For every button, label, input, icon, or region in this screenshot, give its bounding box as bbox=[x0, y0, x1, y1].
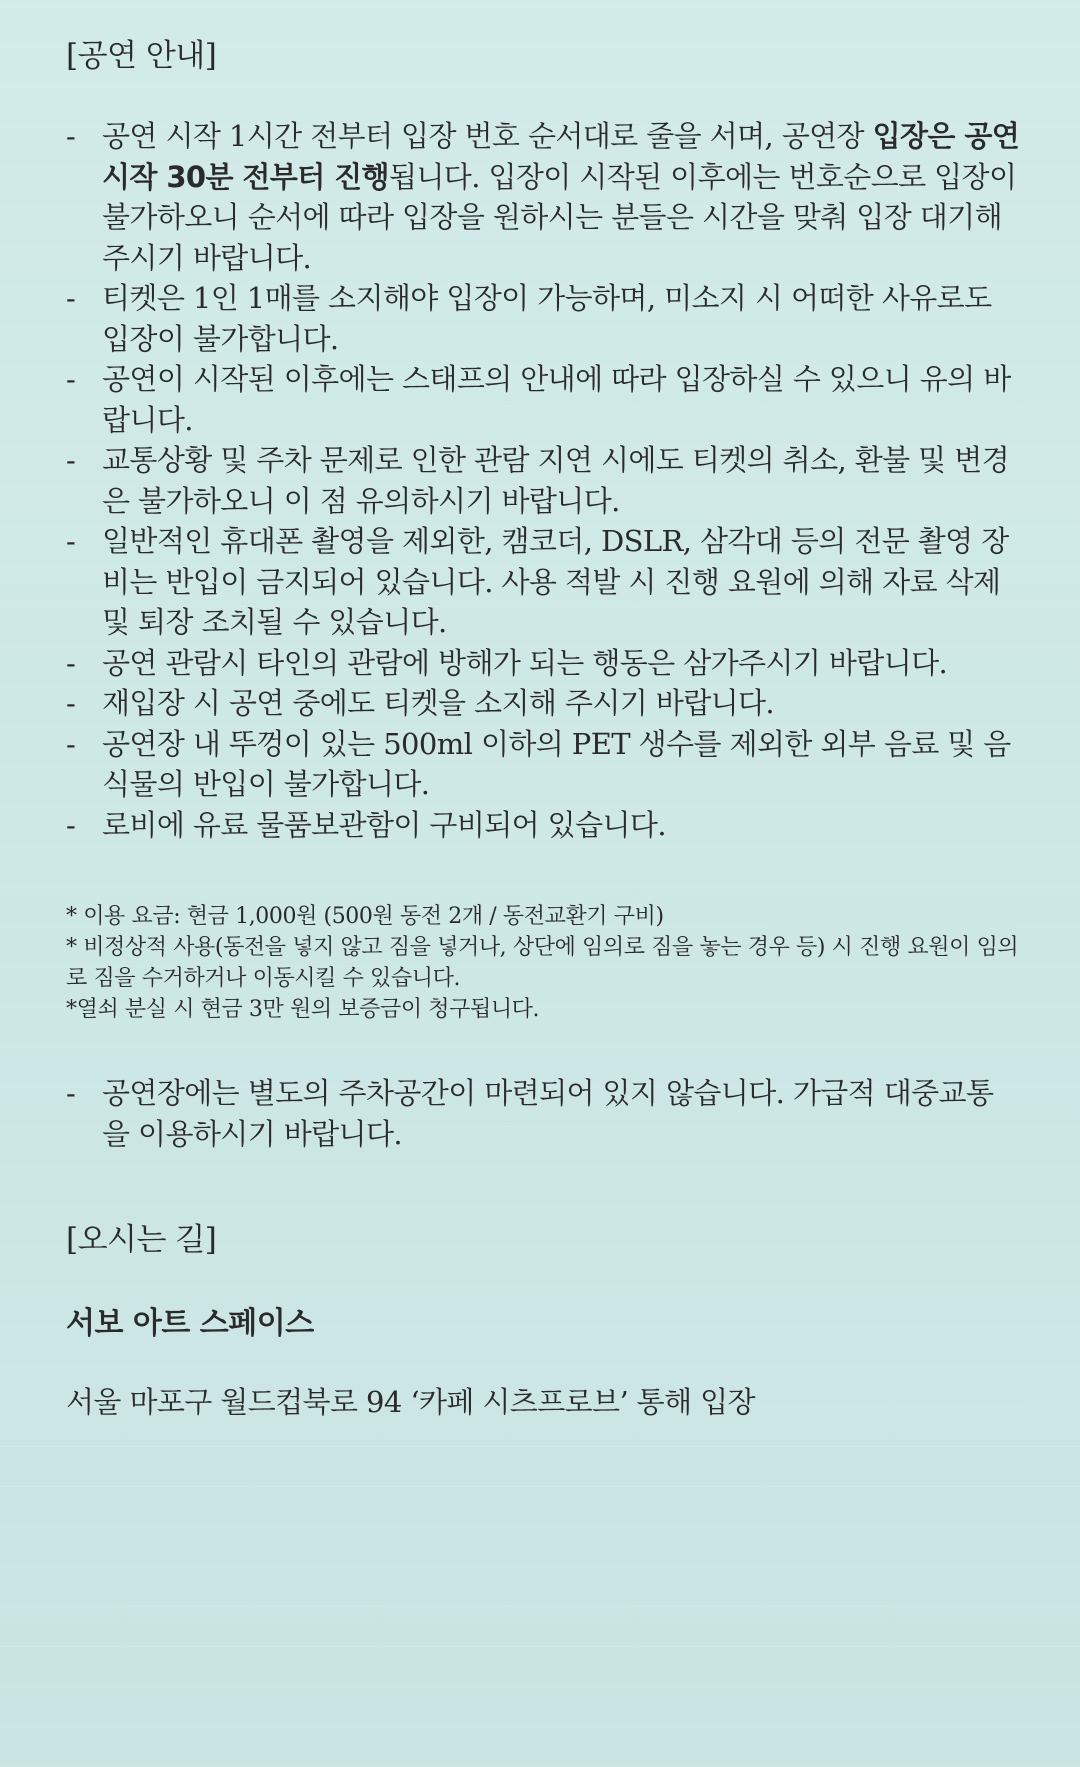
notice-item-text: 일반적인 휴대폰 촬영을 제외한, 캠코더, DSLR, 삼각대 등의 전문 촬영 장비는 반입이 금지되어 있습니다. 사용 적발 시 진행 요원에 의해 자료 삭제 및 퇴장 조치될 수 있습니다. bbox=[102, 524, 1009, 639]
bullet-dash: - bbox=[66, 443, 76, 477]
bullet-dash: - bbox=[66, 281, 76, 315]
notice-item-reentry bbox=[66, 683, 1020, 724]
bullet-dash: - bbox=[66, 119, 76, 153]
notice-item-highlight: 입장은 공연 시작 30분 전부터 진행 bbox=[102, 119, 1020, 194]
notice-item-ticket bbox=[66, 278, 1020, 359]
bullet-dash: - bbox=[66, 807, 76, 842]
bullet-dash: - bbox=[66, 686, 76, 720]
notice-item-parking bbox=[66, 1073, 1020, 1154]
notice-list bbox=[66, 116, 1020, 845]
notice-item-text: 교통상황 및 주차 문제로 인한 관람 지연 시에도 티켓의 취소, 환불 및 변경은 불가하오니 이 점 유의하시기 바랍니다. bbox=[102, 443, 1010, 518]
notice-item-locker bbox=[66, 805, 1020, 846]
notice-item-text: 공연 시작 1시간 전부터 입장 번호 순서대로 줄을 서며, 공연장 bbox=[102, 119, 873, 153]
notice-item-entry bbox=[66, 116, 1020, 278]
notice-item-text: 공연장 내 뚜껑이 있는 500ml 이하의 PET 생수를 제외한 외부 음료 및 음식물의 반입이 불가합니다. bbox=[102, 726, 1011, 801]
notice-item-food bbox=[66, 724, 1020, 805]
notice-item-late-entry bbox=[66, 359, 1020, 440]
notice-section-title: [공연 안내] bbox=[66, 38, 217, 74]
notice-item-refund bbox=[66, 440, 1020, 521]
bullet-dash: - bbox=[66, 726, 76, 761]
notice-item-text: 됩니다. 입장이 시작된 이후에는 번호순으로 입장이 불가하오니 순서에 따라 입장을 원하시는 분들은 시간을 맞춰 입장 대기해 주시기 바랍니다. bbox=[102, 159, 1017, 275]
notice-item-text: 재입장 시 공연 중에도 티켓을 소지해 주시기 바랍니다. bbox=[102, 686, 775, 720]
locker-note-misuse: * 비정상적 사용(동전을 넣지 않고 짐을 넣거나, 상단에 임의로 짐을 놓는 경우 등) 시 진행 요원이 임의로 짐을 수거하거나 이동시킬 수 있습니다. bbox=[66, 935, 1019, 991]
venue-name: 서보 아트 스페이스 bbox=[66, 1306, 314, 1341]
notice-item-text: 티켓은 1인 1매를 소지해야 입장이 가능하며, 미소지 시 어떠한 사유로도 입장이 불가합니다. bbox=[102, 281, 992, 356]
bullet-dash: - bbox=[66, 362, 76, 396]
bullet-dash: - bbox=[66, 645, 76, 680]
notice-item-text: 공연이 시작된 이후에는 스태프의 안내에 따라 입장하실 수 있으니 유의 바랍니다. bbox=[102, 362, 1011, 437]
notice-item-text: 공연 관람시 타인의 관람에 방해가 되는 행동은 삼가주시기 바랍니다. bbox=[102, 645, 948, 680]
venue-address: 서울 마포구 월드컵북로 94 ‘카페 시츠프로브’ 통해 입장 bbox=[66, 1385, 755, 1419]
directions-section-title: [오시는 길] bbox=[66, 1222, 217, 1258]
locker-note-fee: * 이용 요금: 현금 1,000원 (500원 동전 2개 / 동전교환기 구비) bbox=[66, 904, 664, 929]
notice-item-manners bbox=[66, 643, 1020, 684]
parking-list bbox=[66, 1073, 1020, 1154]
bullet-dash: - bbox=[66, 1076, 76, 1110]
notice-item-camera bbox=[66, 521, 1020, 643]
locker-note-deposit: *열쇠 분실 시 현금 3만 원의 보증금이 청구됩니다. bbox=[66, 997, 540, 1022]
locker-notes bbox=[66, 901, 1020, 1025]
notice-item-text: 공연장에는 별도의 주차공간이 마련되어 있지 않습니다. 가급적 대중교통을 이용하시기 바랍니다. bbox=[102, 1076, 994, 1151]
bullet-dash: - bbox=[66, 524, 76, 558]
notice-item-text: 로비에 유료 물품보관함이 구비되어 있습니다. bbox=[102, 807, 666, 842]
